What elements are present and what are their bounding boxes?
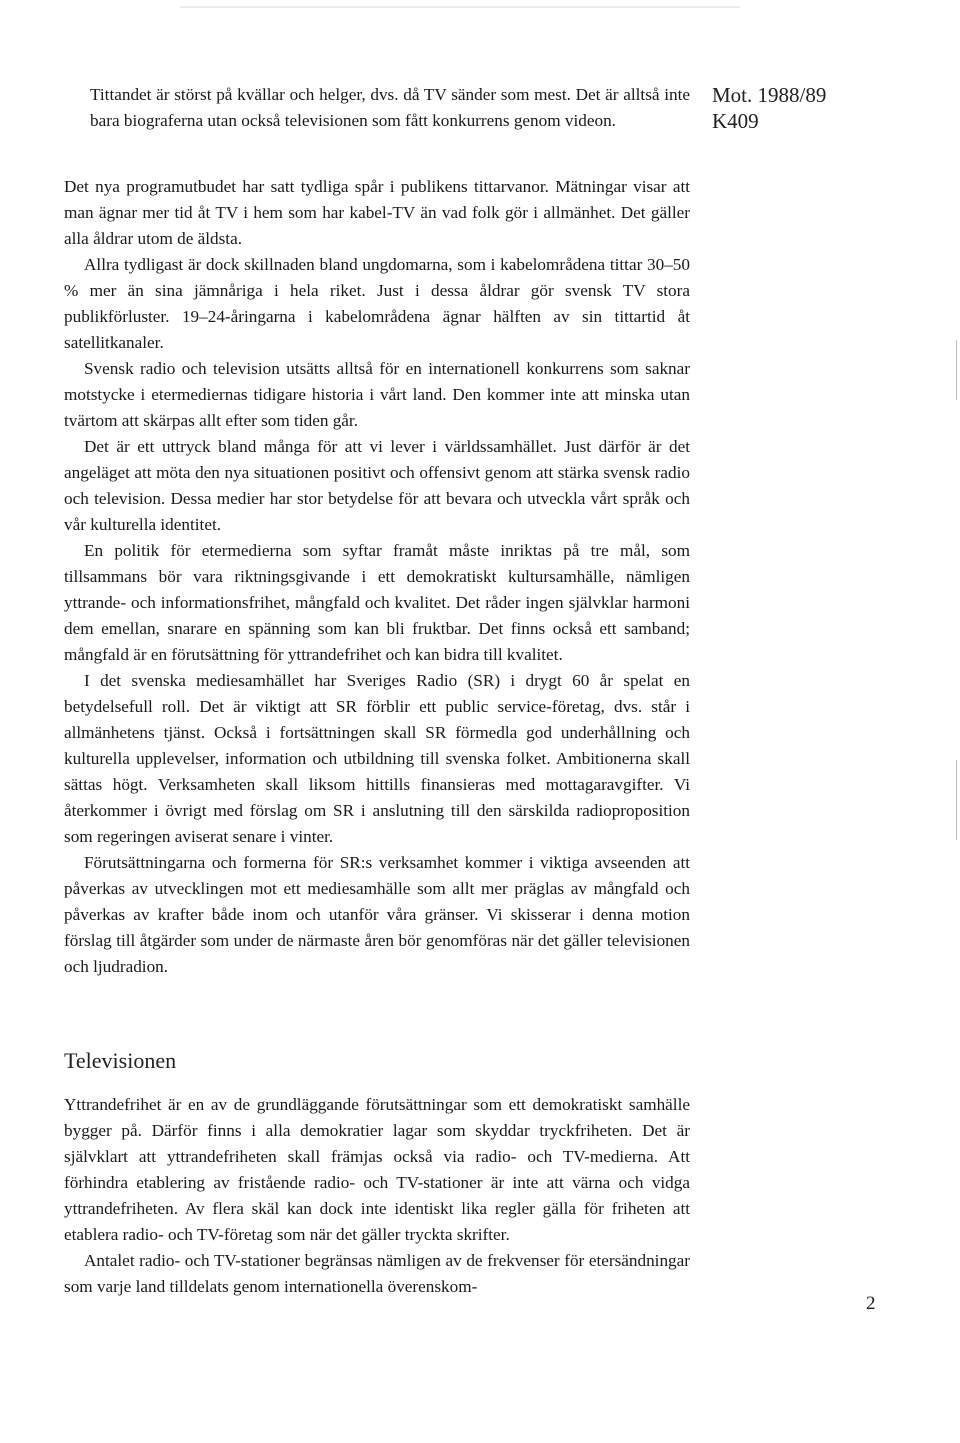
motion-year: Mot. 1988/89 [712, 83, 827, 107]
section-body [64, 1092, 690, 1300]
section-heading: Televisionen [64, 1048, 177, 1073]
body-paragraph: Svensk radio och television utsätts alltså för en internationell konkurrens som saknar motstycke i etermediernas tidigare historia i vårt land. Den kommer inte att minska utan tvärtom att skärpas allt efter som tiden går. [64, 359, 690, 430]
body-paragraph: Det nya programutbudet har satt tydliga spår i publikens tittarvanor. Mätningar visar att man ägnar mer tid åt TV i hem som har kabel-TV än vad folk gör i allmänhet. Det gäller alla åldrar utom de äldsta. [64, 177, 690, 248]
body-text [64, 174, 690, 980]
body-paragraph: Allra tydligast är dock skillnaden bland ungdomarna, som i kabelområdena tittar 30–50 % mer än sina jämnåriga i hela riket. Just i dessa åldrar gör svensk TV stora publikförluster. 19–24-åringarna i kabelområdena ägnar hälften av sin tittartid åt satellitkanaler. [64, 255, 690, 352]
body-paragraph: Det är ett uttryck bland många för att vi lever i världssamhället. Just därför är det angeläget att möta den nya situationen positivt och offensivt genom att stärka svensk radio och television. Dessa medier har stor betydelse för att bevara och utveckla vårt språk och vår kulturella identitet. [64, 437, 690, 534]
body-paragraph: I det svenska mediesamhället har Sveriges Radio (SR) i drygt 60 år spelat en betydelsefull roll. Det är viktigt att SR förblir ett public service-företag, dvs. står i allmänhetens tjänst. Också i fortsättningen skall SR förmedla god underhållning och kulturella upplevelser, information och utbildning till svenska folket. Ambitionerna skall sättas högt. Verksamheten skall liksom hittills finansieras med mottagaravgifter. Vi återkommer i övrigt med förslag om SR i anslutning till den särskilda radioproposition som regeringen aviserat senare i vinter. [64, 671, 690, 846]
scan-top-edge [180, 6, 740, 8]
section-paragraph: Antalet radio- och TV-stationer begränsas nämligen av de frekvenser för etersändningar som varje land tilldelats genom internationella överenskom- [64, 1251, 690, 1296]
scan-edge-mark [956, 340, 957, 400]
body-paragraph: Förutsättningarna och formerna för SR:s verksamhet kommer i viktiga avseenden att påverkas av utvecklingen mot ett mediesamhälle som allt mer präglas av mångfald och påverkas av krafter både inom och utanför våra gränser. Vi skisserar i denna motion förslag till åtgärder som under de närmaste åren bör genomföras när det gäller televisionen och ljudradion. [64, 853, 690, 976]
scan-edge-mark [956, 760, 957, 840]
intro-paragraph: Tittandet är störst på kvällar och helger, dvs. då TV sänder som mest. Det är alltså inte bara biograferna utan också televisionen som fått konkurrens genom videon. [90, 85, 690, 130]
body-paragraph: En politik för etermedierna som syftar framåt måste inriktas på tre mål, som tillsammans bör vara riktningsgivande i ett demokratiskt kultursamhälle, nämligen yttrande- och informationsfrihet, mångfald och kvalitet. Det råder ingen självklar harmoni dem emellan, snarare en spänning som kan bli fruktbar. Det finns också ett samband; mångfald är en förutsättning för yttrandefrihet och kan bidra till kvalitet. [64, 541, 690, 664]
page-number: 2 [866, 1293, 876, 1314]
intro-block [90, 82, 690, 134]
motion-number: K409 [712, 109, 759, 133]
margin-reference [712, 82, 826, 134]
section-paragraph: Yttrandefrihet är en av de grundläggande förutsättningar som ett demokratiskt samhälle bygger på. Därför finns i alla demokratier lagar som skyddar tryckfriheten. Det är självklart att yttrandefriheten skall främjas också via radio- och TV-medierna. Att förhindra etablering av fristående radio- och TV-stationer är inte att värna och vidga yttrandefriheten. Av flera skäl kan dock inte identiskt lika regler gälla för friheten att etablera radio- och TV-företag som när det gäller tryckta skrifter. [64, 1095, 690, 1244]
